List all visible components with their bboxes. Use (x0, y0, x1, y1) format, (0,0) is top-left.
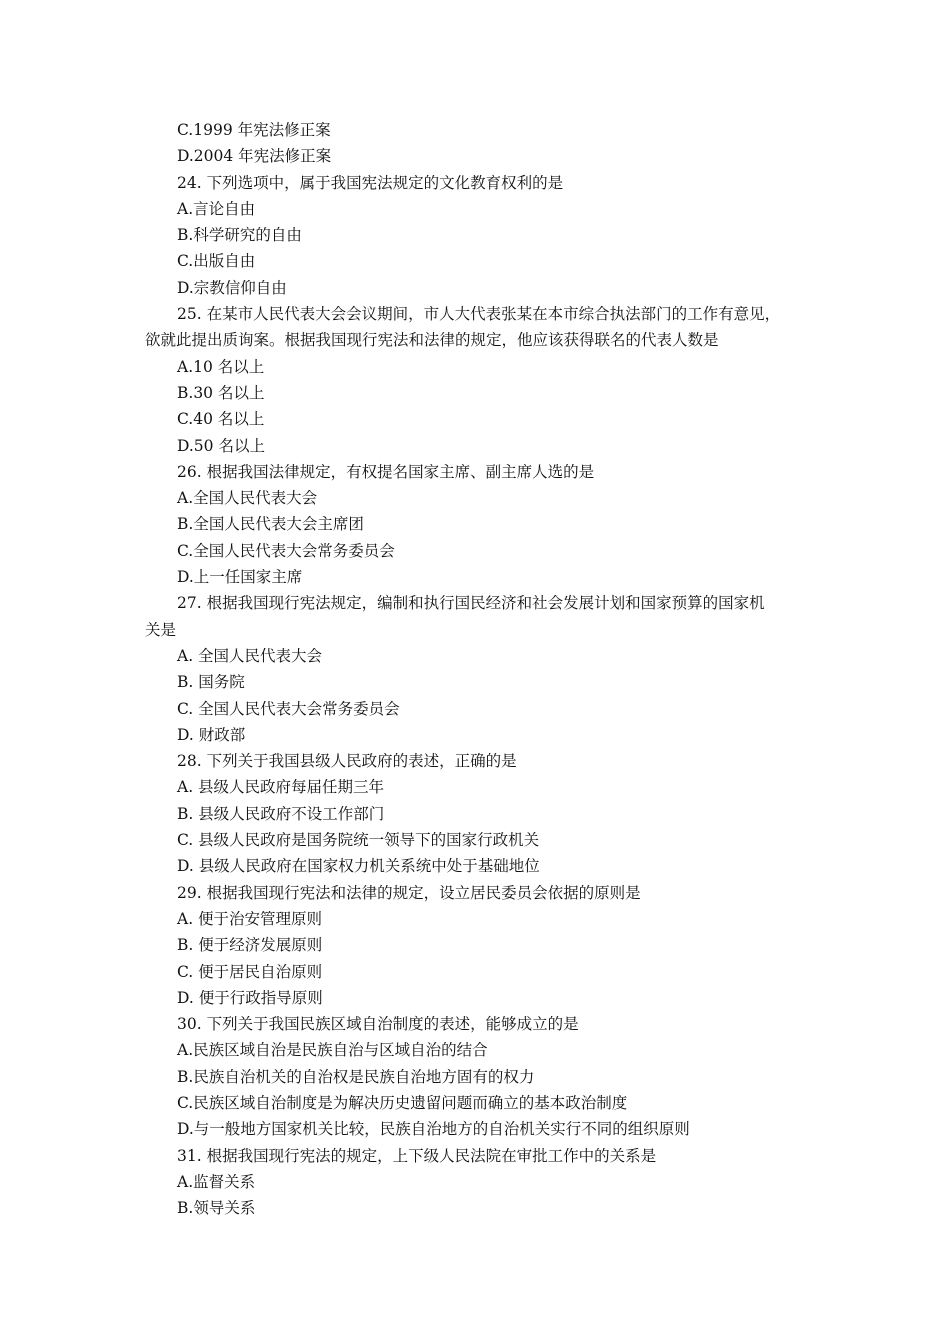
question-line: 26. 根据我国法律规定，有权提名国家主席、副主席人选的是 (177, 462, 595, 481)
option-line: A.10 名以上 (177, 357, 265, 376)
option-line: C. 县级人民政府是国务院统一领导下的国家行政机关 (177, 831, 540, 850)
option-line: A.全国人民代表大会 (177, 489, 318, 508)
option-line: D. 财政部 (177, 725, 246, 744)
option-line: C. 便于居民自治原则 (177, 962, 323, 981)
question-line: 27. 根据我国现行宪法规定，编制和执行国民经济和社会发展计划和国家预算的国家机 (177, 594, 765, 613)
option-line: C.民族区域自治制度是为解决历史遗留问题而确立的基本政治制度 (177, 1093, 628, 1112)
question-continuation-line: 欲就此提出质询案。根据我国现行宪法和法律的规定，他应该获得联名的代表人数是 (145, 331, 719, 350)
option-line: B.全国人民代表大会主席团 (177, 515, 364, 534)
option-line: B.领导关系 (177, 1199, 256, 1218)
option-line: B. 国务院 (177, 673, 245, 692)
question-line: 28. 下列关于我国县级人民政府的表述，正确的是 (177, 752, 517, 771)
option-line: D. 县级人民政府在国家权力机关系统中处于基础地位 (177, 857, 540, 876)
question-line: 30. 下列关于我国民族区域自治制度的表述，能够成立的是 (177, 1015, 579, 1034)
option-line: A. 便于治安管理原则 (177, 909, 323, 928)
question-line: 25. 在某市人民代表大会会议期间，市人大代表张某在本市综合执法部门的工作有意见， (177, 305, 781, 324)
option-line: D.50 名以上 (177, 436, 265, 455)
option-line: A.监督关系 (177, 1172, 256, 1191)
option-line: B.科学研究的自由 (177, 226, 302, 245)
option-line: B.民族自治机关的自治权是民族自治地方固有的权力 (177, 1067, 535, 1086)
option-line: C.1999 年宪法修正案 (177, 121, 331, 139)
option-line: A. 全国人民代表大会 (177, 646, 323, 665)
option-line: D.与一般地方国家机关比较，民族自治地方的自治机关实行不同的组织原则 (177, 1120, 690, 1139)
option-line: C.出版自由 (177, 252, 256, 271)
option-line: B. 县级人民政府不设工作部门 (177, 804, 385, 823)
option-line: B. 便于经济发展原则 (177, 936, 323, 955)
option-line: A. 县级人民政府每届任期三年 (177, 778, 385, 797)
question-line: 29. 根据我国现行宪法和法律的规定，设立居民委员会依据的原则是 (177, 883, 641, 902)
question-line: 24. 下列选项中，属于我国宪法规定的文化教育权利的是 (177, 173, 564, 192)
option-line: B.30 名以上 (177, 383, 265, 402)
document-body (145, 117, 810, 1221)
question-line: 31. 根据我国现行宪法的规定，上下级人民法院在审批工作中的关系是 (177, 1146, 657, 1165)
option-line: A.民族区域自治是民族自治与区域自治的结合 (177, 1041, 488, 1060)
option-line: D.上一任国家主席 (177, 568, 303, 587)
option-line: C. 全国人民代表大会常务委员会 (177, 699, 400, 718)
question-continuation-line: 关是 (145, 620, 177, 639)
option-line: C.40 名以上 (177, 410, 265, 429)
option-line: D.宗教信仰自由 (177, 278, 287, 297)
option-line: A.言论自由 (177, 199, 256, 218)
option-line: D. 便于行政指导原则 (177, 988, 323, 1007)
option-line: C.全国人民代表大会常务委员会 (177, 541, 395, 560)
option-line: D.2004 年宪法修正案 (177, 147, 332, 166)
